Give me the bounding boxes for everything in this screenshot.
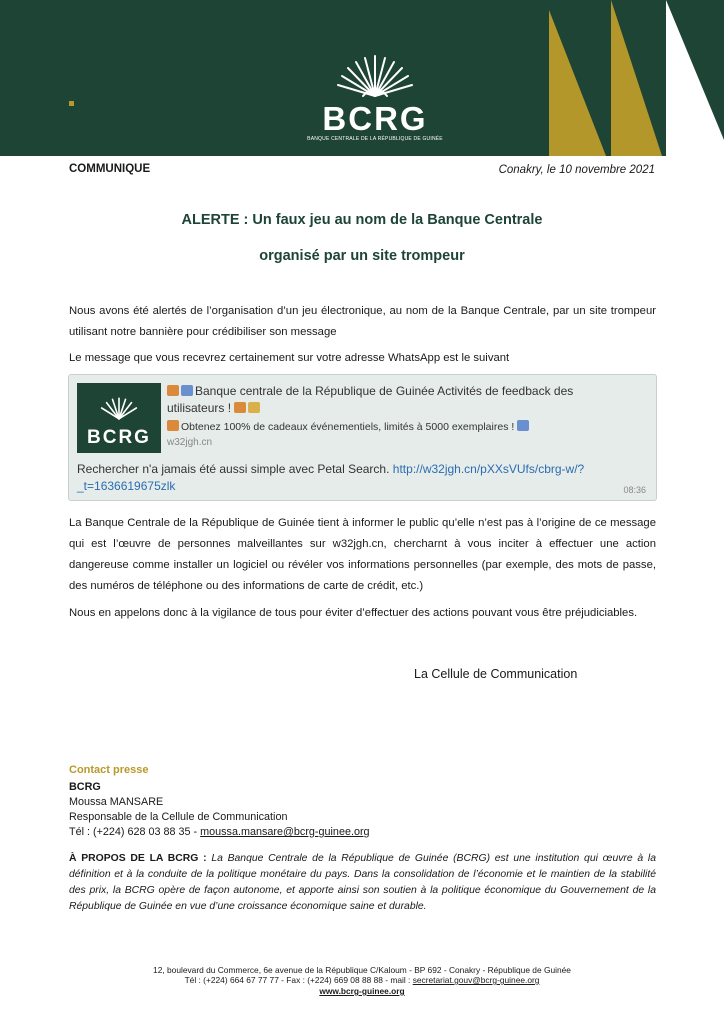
footer-website [0,986,724,996]
logo-subtitle: BANQUE CENTRALE DE LA RÉPUBLIQUE DE GUINÉE [307,136,443,142]
preview-description: Obtenez 100% de cadeaux événementiels, limités à 5000 exemplaires ! [167,420,531,433]
signature: La Cellule de Communication [414,667,578,681]
communique-label: COMMUNIQUE [69,163,151,175]
phishing-link[interactable]: http://w32jgh.cn/pXXsVUfs/cbrg-w/? [392,462,585,476]
footer-contacts: Tél : (+224) 664 67 77 77 - Fax : (+224) 669 08 88 88 - mail : secretariat.gouv@bcrg-guinee.org [184,975,540,985]
paragraph-vigilance: Nous en appelons donc à la vigilance de tous pour éviter d’effectuer des actions pouvant vous être préjudiciables. [69,607,638,619]
contact-email-link[interactable]: moussa.mansare@bcrg-guinee.org [200,826,370,838]
party-icon [234,402,246,413]
message-time: 08:36 [623,485,646,495]
preview-title-line-2: utilisateurs ! [167,401,262,415]
sunburst-emblem-icon [97,395,141,421]
contact-heading: Contact presse [69,764,149,776]
place-date: Conakry, le 10 novembre 2021 [498,164,655,176]
message-preview-wordmark: BCRG [87,427,151,448]
contact-role: Responsable de la Cellule de Communication [69,811,288,823]
phishing-link-continued[interactable]: _t=1636619675zlk [77,479,176,493]
ribbon-icon [248,402,260,413]
preview-title-line: Banque centrale de la République de Guinée Activités de feedback des [167,384,573,398]
preview-domain: w32jgh.cn [167,437,213,448]
about-bcrg [69,851,656,915]
whatsapp-message-screenshot [68,374,657,501]
sunburst-emblem-icon [335,52,415,100]
paragraph-whatsapp-intro: Le message que vous recevrez certainement sur votre adresse WhatsApp est le suivant [69,352,510,364]
paragraph-disclaimer: La Banque Centrale de la République de Guinée tient à informer le public qu’elle n’est pas à l’origine de ce message qui est l’œuvre de personnes malveillantes sur w32jgh.cn, chercharnt à vous inciter à effectuer une action dangereuse comme installer un logiciel ou révéler vos informations personnelles (par exemple, des mots de passe, des numéros de téléphone ou des informations de carte de crédit, etc.) [69,517,656,592]
logo-wordmark: BCRG [322,100,428,137]
footer-mail-link[interactable]: secretariat.gouv@bcrg-guinee.org [412,975,540,985]
contact-org: BCRG [69,781,101,793]
header-banner [0,0,724,156]
footer-address: 12, boulevard du Commerce, 6e avenue de la République C/Kaloum - BP 692 - Conakry - République de Guinée [153,965,571,975]
message-preview-logo [77,383,161,453]
present-icon [181,385,193,396]
bcrg-logo [305,52,445,148]
gift-icon [167,385,179,396]
title-line-2: organisé par un site trompeur [259,248,465,264]
about-text: La Banque Centrale de la République de Guinée (BCRG) est une institution qui œuvre à la définition et à la conduite de la politique monétaire du pays. Dans la consolidation de l’économie et le maintien de la stabilité des prix, la BCRG opère de façon autonome, et apporte ainsi son soutien à la politique économique du Gouvernement de la République de Guinée en vue d’une croissance économique saine et durable. [69,853,656,912]
contact-phone-line: Tél : (+224) 628 03 88 35 - moussa.mansare@bcrg-guinee.org [69,826,370,838]
message-text: Rechercher n'a jamais été aussi simple avec Petal Search. http://w32jgh.cn/pXXsVUfs/cbrg-w/? [77,462,585,476]
paragraph-intro: Nous avons été alertés de l’organisation d’un jeu électronique, au nom de la Banque Centrale, par un site trompeur utilisant notre bannière pour crédibiliser son message [69,305,656,338]
footer-website-link[interactable]: www.bcrg-guinee.org [319,986,405,996]
about-label: À PROPOS DE LA BCRG : [69,853,207,864]
party-icon [167,420,179,431]
gift-icon [517,420,529,431]
header-bullet [69,101,74,106]
contact-name: Moussa MANSARE [69,796,164,808]
title-line-1: ALERTE : Un faux jeu au nom de la Banque Centrale [181,212,543,228]
